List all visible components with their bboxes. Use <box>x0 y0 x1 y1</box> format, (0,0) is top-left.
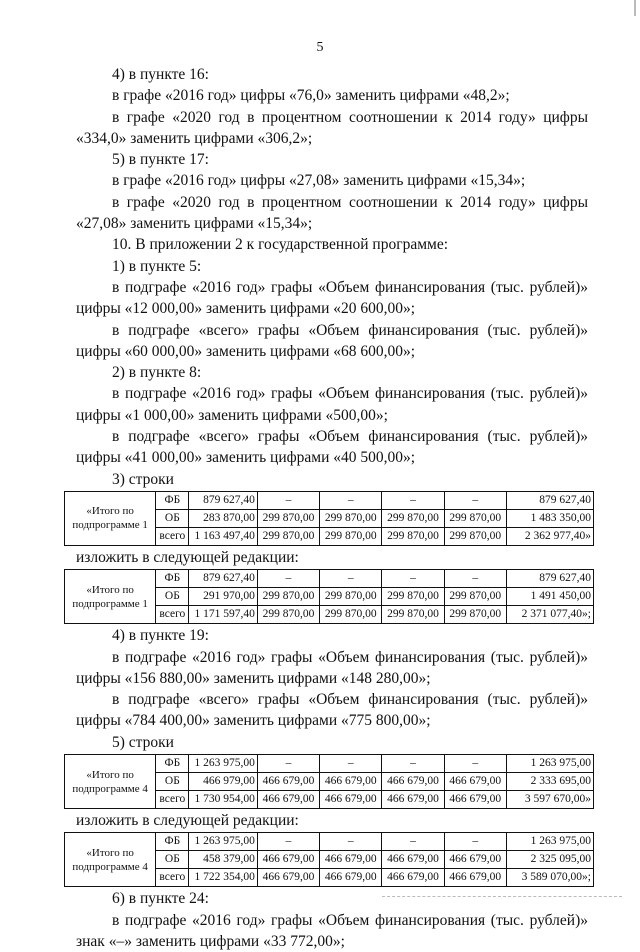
paragraph-group-1 <box>76 64 588 490</box>
amount-cell: – <box>320 491 382 509</box>
amount-cell: – <box>320 755 382 773</box>
amount-cell: 458 379,00 <box>189 851 257 869</box>
amount-cell: 3 597 670,00» <box>506 791 593 809</box>
amount-cell: 466 679,00 <box>320 773 382 791</box>
document-body <box>72 64 591 952</box>
paragraph: в подграфе «всего» графы «Объем финансирования (тыс. рублей)» цифры «784 400,00» заменить цифрами «775 800,00»; <box>76 691 588 730</box>
source-cell: ОБ <box>156 773 189 791</box>
table-rows-old-1 <box>72 491 591 546</box>
amount-cell: 2 333 695,00 <box>506 773 593 791</box>
amount-cell: 299 870,00 <box>257 588 319 606</box>
paragraph: в подграфе «2016 год» графы «Объем финансирования (тыс. рублей)» цифры «156 880,00» заменить цифрами «148 280,00»; <box>76 648 588 687</box>
amount-cell: 466 679,00 <box>257 773 319 791</box>
paragraph: в подграфе «2016 год» графы «Объем финансирования (тыс. рублей)» цифры «12 000,00» заменить цифрами «20 600,00»; <box>76 278 588 318</box>
paragraph: 5) строки <box>112 733 174 751</box>
amount-cell: 466 679,00 <box>444 869 506 887</box>
amount-cell: 466 679,00 <box>257 869 319 887</box>
amount-cell: – <box>257 755 319 773</box>
paragraph-replace-note: изложить в следующей редакции: <box>76 812 299 830</box>
amount-cell: 2 362 977,40» <box>506 527 593 545</box>
amount-cell: 299 870,00 <box>257 606 319 624</box>
amount-cell: 299 870,00 <box>444 588 506 606</box>
amount-cell: 3 589 070,00»; <box>506 869 593 887</box>
source-cell: ОБ <box>156 851 189 869</box>
financing-table <box>64 754 594 809</box>
table-rows-old-4 <box>72 754 591 809</box>
amount-cell: 2 371 077,40»; <box>506 606 593 624</box>
row-label-cell: «Итого по подпрограмме 4 <box>65 833 156 887</box>
source-cell: всего <box>156 527 189 545</box>
financing-table <box>64 491 594 546</box>
source-cell: ОБ <box>156 509 189 527</box>
amount-cell: – <box>320 833 382 851</box>
amount-cell: 466 679,00 <box>320 851 382 869</box>
amount-cell: – <box>382 570 444 588</box>
amount-cell: 1 730 954,00 <box>189 791 257 809</box>
amount-cell: 283 870,00 <box>189 509 257 527</box>
financing-table <box>64 832 594 887</box>
amount-cell: 879 627,40 <box>506 491 593 509</box>
source-cell: ФБ <box>156 570 189 588</box>
paragraph: 4) в пункте 19: <box>112 627 209 645</box>
paragraph: 3) строки <box>112 470 174 488</box>
paragraph: 1) в пункте 5: <box>112 257 202 275</box>
amount-cell: 879 627,40 <box>189 491 257 509</box>
row-label-cell: «Итого по подпрограмме 4 <box>65 755 156 809</box>
amount-cell: 299 870,00 <box>257 509 319 527</box>
amount-cell: 466 679,00 <box>382 773 444 791</box>
amount-cell: 466 679,00 <box>444 851 506 869</box>
amount-cell: 1 263 975,00 <box>506 755 593 773</box>
amount-cell: – <box>257 833 319 851</box>
amount-cell: 466 679,00 <box>320 791 382 809</box>
paragraph: в подграфе «всего» графы «Объем финансирования (тыс. рублей)» цифры «41 000,00» заменить цифрами «40 500,00»; <box>76 428 588 467</box>
amount-cell: – <box>382 491 444 509</box>
paragraph: в подграфе «2016 год» графы «Объем финансирования (тыс. рублей)» цифры «1 000,00» заменить цифрами «500,00»; <box>76 385 588 424</box>
amount-cell: 466 679,00 <box>257 791 319 809</box>
amount-cell: – <box>444 755 506 773</box>
source-cell: ОБ <box>156 588 189 606</box>
paragraph: в подграфе «всего» графы «Объем финансирования (тыс. рублей)» цифры «60 000,00» заменить цифрами «68 600,00»; <box>76 321 588 360</box>
amount-cell: 299 870,00 <box>320 606 382 624</box>
amount-cell: – <box>444 570 506 588</box>
paragraph: 5) в пункте 17: <box>112 151 209 169</box>
scan-edge-mark <box>634 0 636 16</box>
paragraph: 4) в пункте 16: <box>112 66 209 83</box>
table-row <box>65 491 594 509</box>
amount-cell: 299 870,00 <box>444 606 506 624</box>
amount-cell: 466 679,00 <box>382 869 444 887</box>
amount-cell: 299 870,00 <box>382 509 444 527</box>
paragraph: в графе «2020 год в процентном соотношении к 2014 году» цифры «334,0» заменить цифрами «306,2»; <box>76 108 588 147</box>
paragraph: в графе «2016 год» цифры «27,08» заменить цифрами «15,34»; <box>112 172 526 190</box>
amount-cell: – <box>444 491 506 509</box>
amount-cell: 1 491 450,00 <box>506 588 593 606</box>
row-label-cell: «Итого по подпрограмме 1 <box>65 570 156 624</box>
paragraph: 6) в пункте 24: <box>112 890 209 908</box>
amount-cell: 299 870,00 <box>257 527 319 545</box>
amount-cell: 1 722 354,00 <box>189 869 257 887</box>
paragraph-replace-note: изложить в следующей редакции: <box>76 548 299 566</box>
amount-cell: 466 679,00 <box>382 791 444 809</box>
amount-cell: 466 679,00 <box>444 791 506 809</box>
source-cell: всего <box>156 869 189 887</box>
paragraph: в подграфе «2016 год» графы «Объем финансирования (тыс. рублей)» знак «–» заменить цифрами «33 772,00»; <box>76 911 588 950</box>
amount-cell: 291 970,00 <box>189 588 257 606</box>
footer-stamp-line <box>382 896 622 899</box>
amount-cell: 1 263 975,00 <box>506 833 593 851</box>
amount-cell: – <box>444 833 506 851</box>
amount-cell: 466 979,00 <box>189 773 257 791</box>
amount-cell: 466 679,00 <box>257 851 319 869</box>
page-number: 5 <box>316 40 324 55</box>
amount-cell: 299 870,00 <box>444 509 506 527</box>
amount-cell: 466 679,00 <box>320 869 382 887</box>
table-row <box>65 833 594 851</box>
table-row <box>65 570 594 588</box>
amount-cell: – <box>382 833 444 851</box>
amount-cell: 1 483 350,00 <box>506 509 593 527</box>
source-cell: всего <box>156 606 189 624</box>
table-rows-new-1 <box>72 569 591 624</box>
paragraph: 2) в пункте 8: <box>112 364 202 382</box>
paragraph: в графе «2016 год» цифры «76,0» заменить цифрами «48,2»; <box>112 87 510 105</box>
amount-cell: 1 263 975,00 <box>189 833 257 851</box>
amount-cell: – <box>382 755 444 773</box>
source-cell: ФБ <box>156 833 189 851</box>
amount-cell: 1 171 597,40 <box>189 606 257 624</box>
source-cell: всего <box>156 791 189 809</box>
amount-cell: 879 627,40 <box>189 570 257 588</box>
financing-table <box>64 569 594 624</box>
amount-cell: 466 679,00 <box>382 851 444 869</box>
table-rows-new-4 <box>72 832 591 887</box>
amount-cell: 299 870,00 <box>444 527 506 545</box>
amount-cell: 299 870,00 <box>320 509 382 527</box>
source-cell: ФБ <box>156 491 189 509</box>
amount-cell: 879 627,40 <box>506 570 593 588</box>
amount-cell: 299 870,00 <box>320 527 382 545</box>
amount-cell: 299 870,00 <box>320 588 382 606</box>
paragraph: 10. В приложении 2 к государственной программе: <box>112 236 449 254</box>
amount-cell: – <box>257 491 319 509</box>
paragraph: в графе «2020 год в процентном соотношении к 2014 году» цифры «27,08» заменить цифрами «15,34»; <box>76 193 588 233</box>
amount-cell: – <box>320 570 382 588</box>
amount-cell: 299 870,00 <box>382 527 444 545</box>
amount-cell: 1 163 497,40 <box>189 527 257 545</box>
row-label-cell: «Итого по подпрограмме 1 <box>65 491 156 545</box>
source-cell: ФБ <box>156 755 189 773</box>
amount-cell: 2 325 095,00 <box>506 851 593 869</box>
amount-cell: 299 870,00 <box>382 588 444 606</box>
amount-cell: 1 263 975,00 <box>189 755 257 773</box>
amount-cell: 466 679,00 <box>444 773 506 791</box>
table-row <box>65 755 594 773</box>
amount-cell: 299 870,00 <box>382 606 444 624</box>
amount-cell: – <box>257 570 319 588</box>
paragraph-group-2 <box>76 625 588 753</box>
